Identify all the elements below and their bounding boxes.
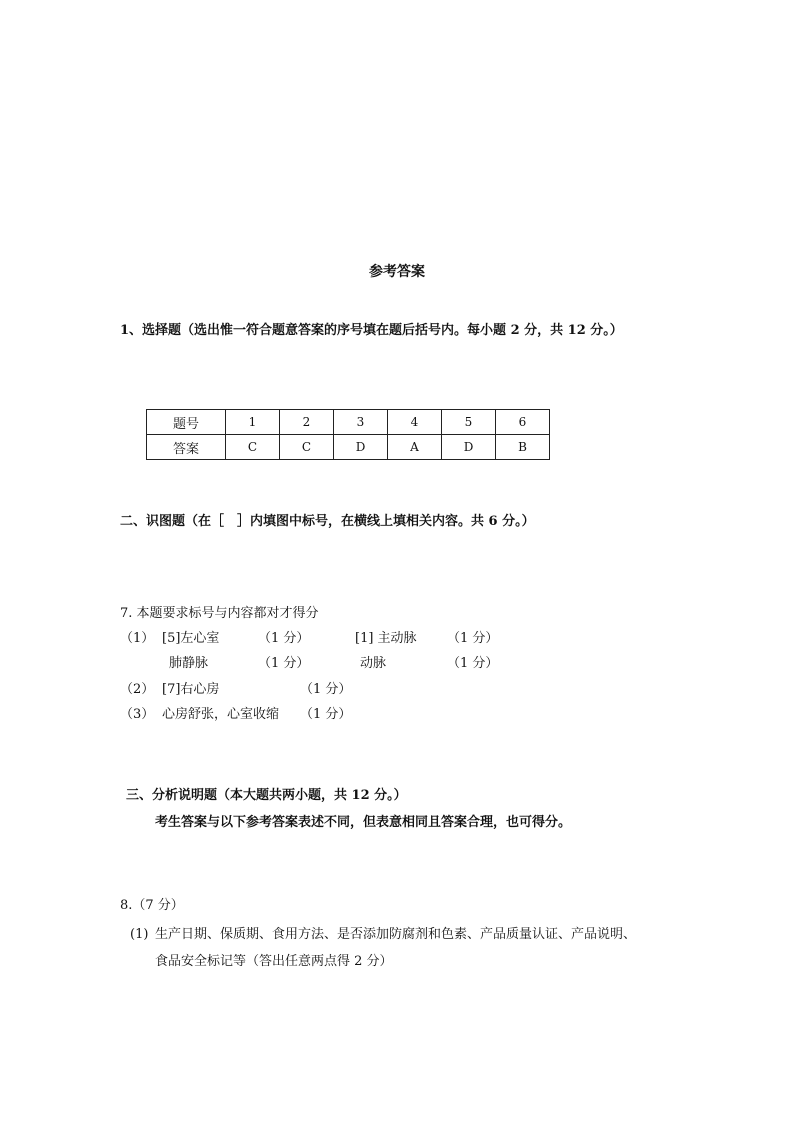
table-cell-answer: C [280,435,334,460]
score-label: （1 分） [447,631,499,646]
table-cell-number: 2 [280,410,334,435]
table-cell-answer: D [442,435,496,460]
section3-note: 考生答案与以下参考答案表述不同，但表意相同且答案合理，也可得分。 [155,815,572,830]
q7-intro: 7. 本题要求标号与内容都对才得分 [120,606,319,621]
table-cell-number: 3 [334,410,388,435]
answer-table [146,409,550,460]
score-label: （1 分） [258,631,310,646]
section3-heading: 三、分析说明题（本大题共两小题，共 12 分。） [126,788,407,803]
answer-text: 肺静脉 [169,656,209,671]
answer-text: [1] 主动脉 [355,631,417,646]
q8-1-answer-line1: 生产日期、保质期、食用方法、是否添加防腐剂和色素、产品质量认证、产品说明、 [155,927,637,942]
answer-line-number: （2） [120,682,155,697]
row-label-number: 题号 [147,410,226,435]
table-cell-answer: C [226,435,280,460]
score-label: （1 分） [300,707,352,722]
answer-text: 心房舒张，心室收缩 [162,707,280,722]
table-row-answers [147,435,550,460]
table-cell-answer: A [388,435,442,460]
table-cell-number: 6 [496,410,550,435]
row-label-answer: 答案 [147,435,226,460]
answer-text: 动脉 [360,656,387,671]
table-cell-number: 4 [388,410,442,435]
table-cell-answer: B [496,435,550,460]
section2-heading: 二、识图题（在［ ］内填图中标号，在横线上填相关内容。共 6 分。） [120,514,535,529]
score-label: （1 分） [258,656,310,671]
page-title: 参考答案 [369,264,425,280]
section1-heading: 1、选择题（选出惟一符合题意答案的序号填在题后括号内。每小题 2 分，共 12 分。） [120,323,623,338]
table-cell-answer: D [334,435,388,460]
table-row-numbers [147,410,550,435]
answer-text: [7]右心房 [162,682,220,697]
answer-line-number: （3） [120,707,155,722]
q8-1-answer-line2: 食品安全标记等（答出任意两点得 2 分） [155,954,393,969]
score-label: （1 分） [300,682,352,697]
table-cell-number: 5 [442,410,496,435]
table-cell-number: 1 [226,410,280,435]
score-label: （1 分） [447,656,499,671]
q8-label: 8.（7 分） [120,898,184,913]
answer-line-number: (1) [130,927,149,942]
answer-text: [5]左心室 [162,631,220,646]
answer-line-number: （1） [120,631,155,646]
